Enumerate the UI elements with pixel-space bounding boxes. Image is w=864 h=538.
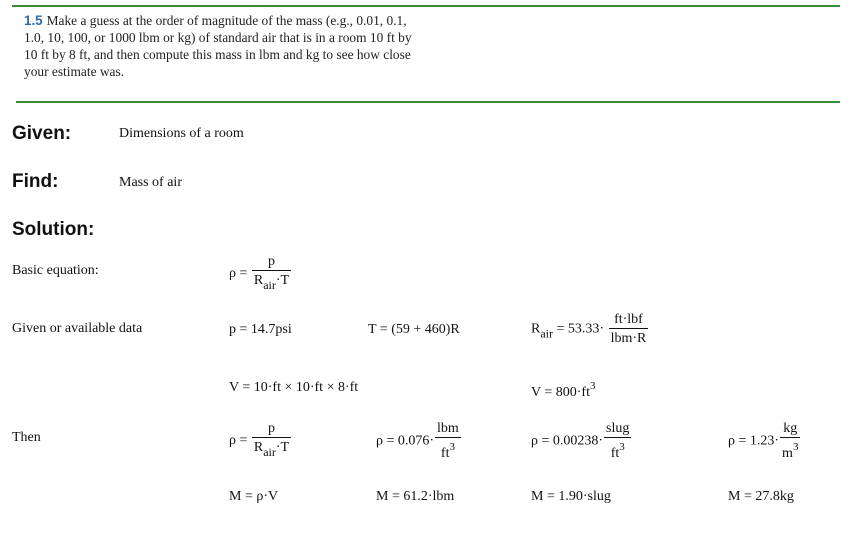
density-kg: [728, 420, 801, 463]
mass-equation: M = ρ·V: [229, 489, 279, 504]
problem-number: 1.5: [24, 13, 43, 28]
mass-lbm: M = 61.2·lbm: [376, 489, 455, 504]
units-num: kg: [780, 420, 800, 438]
pressure-value: p = 14.7psi: [229, 322, 292, 337]
problem-statement: [24, 12, 424, 80]
r-symbol: R: [531, 321, 541, 337]
units-den: [604, 438, 631, 463]
units-den-base: m: [782, 446, 793, 461]
given-heading: Given:: [12, 123, 72, 144]
density-fraction: [252, 420, 291, 462]
units-exponent: 3: [449, 441, 455, 453]
units-exponent: 3: [619, 441, 625, 453]
volume-exponent: 3: [589, 380, 596, 392]
mass-kg: M = 27.8kg: [728, 489, 794, 504]
density-denominator: [252, 438, 291, 462]
gas-constant-units: [609, 311, 649, 348]
air-subscript: air: [540, 326, 553, 341]
times-t: ·T: [275, 273, 290, 288]
density-slug-value: ρ = 0.00238·: [531, 433, 604, 449]
basic-equation-denominator: [252, 271, 291, 295]
units-den: [435, 438, 461, 463]
mass-slug: M = 1.90·slug: [531, 489, 611, 504]
density-lbm-value: ρ = 0.076·: [376, 433, 435, 449]
density-kg-value: ρ = 1.23·: [728, 433, 780, 449]
top-rule: [12, 5, 840, 7]
problem-text: Make a guess at the order of magnitude of the mass (e.g., 0.01, 0.1, 1.0, 10, 100, or 1000 lbm or kg) of standard air that is in a room 10 ft by 10 ft by 8 ft, and then compute this mass in lbm and kg to see how close your estimate was.: [24, 13, 412, 79]
volume-equation: V = 10·ft × 10·ft × 8·ft: [229, 380, 359, 395]
air-subscript: air: [263, 278, 276, 292]
bottom-rule: [16, 101, 840, 103]
density-equation: [229, 420, 292, 462]
density-slug-units: [604, 420, 631, 463]
units-den: [780, 438, 800, 463]
solution-heading: Solution:: [12, 219, 95, 240]
basic-equation-label: Basic equation:: [12, 263, 99, 278]
times-t: ·T: [275, 440, 290, 455]
basic-equation-numerator: p: [252, 253, 291, 271]
gas-constant: [531, 311, 649, 348]
volume-result-value: V = 800·ft: [531, 385, 590, 400]
units-num: lbm: [437, 421, 459, 436]
density-slug: [531, 420, 632, 463]
basic-equation-lhs: ρ =: [229, 266, 248, 282]
units-den-base: ft: [440, 446, 450, 461]
given-text: Dimensions of a room: [119, 126, 244, 141]
temperature-value: T = (59 + 460)R: [368, 322, 460, 337]
units-num: slug: [606, 421, 630, 436]
basic-equation: [229, 253, 292, 295]
density-kg-units: [780, 420, 800, 463]
units-den-base: ft: [610, 446, 620, 461]
gas-constant-units-den: lbm·R: [610, 331, 647, 346]
r-symbol: R: [253, 273, 264, 288]
volume-result: [531, 380, 595, 401]
density-lbm-units: [435, 420, 461, 463]
find-text: Mass of air: [119, 175, 182, 190]
density-lhs: ρ =: [229, 433, 248, 449]
gas-constant-value: = 53.33·: [553, 321, 605, 337]
then-label: Then: [12, 430, 41, 445]
density-lbm: [376, 420, 462, 463]
given-data-label: Given or available data: [12, 321, 143, 336]
air-subscript: air: [263, 445, 276, 459]
units-exponent: 3: [792, 441, 799, 453]
density-numerator: p: [252, 420, 291, 438]
gas-constant-units-num: ft·lbf: [609, 311, 649, 329]
find-heading: Find:: [12, 171, 59, 192]
r-symbol: R: [253, 440, 264, 455]
basic-equation-fraction: [252, 253, 291, 295]
